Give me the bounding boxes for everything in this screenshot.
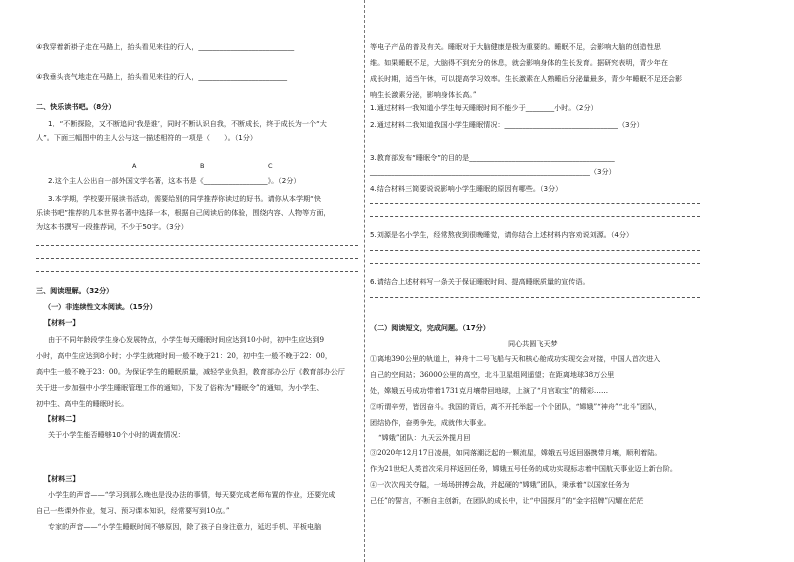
m1-line1: 由于不同年龄段学生身心发展特点，小学生每天睡眠时间应达到10小时，初中生应达到9 (48, 335, 325, 344)
left-column (36, 0, 358, 562)
m3-line2: 自己一些课外作业，复习、预习课本知识，经常要写到10点。” (36, 506, 230, 515)
m1-line5: 初中生、高中生的睡眠时长。 (36, 399, 129, 408)
section-2-title: 二、快乐读书吧。（8分） (36, 102, 116, 111)
p4-line2: 己任”的誓言，不断自主创新，在团队的成长中，让“中国探月”的“金字招牌”闪耀在茫茫 (370, 496, 644, 505)
rq5: 5.刘源是名小学生，经常熬夜到很晚睡觉，请你结合上述材料内容劝说刘源。（4分） (370, 230, 634, 239)
answer-line[interactable] (370, 250, 700, 251)
m3-line1: 小学生的声音——“学习到那么晚也是没办法的事情，每天要完成老师布置的作业，还要完成 (48, 490, 336, 499)
s2-q3-line1: 3.本学期，学校要开展读书活动，需要给别的同学推荐你读过的好书。请你从本学期“快 (48, 194, 321, 203)
p3-line1: ③2020年12月17日凌晨，如同落潮泛起的一颗流星，嫦娥五号返回器携带月壤，顺利着陆。 (370, 448, 662, 457)
choice-b[interactable]: B (200, 162, 205, 170)
part-1-title: （一）非连续性文本阅读。（15分） (44, 302, 157, 311)
cont-line2: 维。如果睡眠不足，大脑得不到充分的休息，就会影响身体的生长发育。据研究表明，青少年在 (370, 58, 668, 67)
p-subheading: “嫦娥”团队：九天云外揽月回 (378, 433, 471, 442)
part-2-title: （二）阅读短文，完成问题。（17分） (370, 323, 490, 332)
cont-line3: 成长时期，适当午休，可以提高学习效率。生长激素在人熟睡后分泌量最多，青少年睡眠不足还会影 (370, 74, 683, 83)
material-1-title: 【材料一】 (44, 318, 80, 327)
rq6: 6.请结合上述材料写一条关于保证睡眠时间、提高睡眠质量的宣传语。 (370, 277, 590, 286)
section-3-title: 三、阅读理解。（32分） (36, 286, 114, 295)
p1-line2: 自己的空间站；36000公里的高空，北斗卫星组网遥望；在距离地球38万公里 (370, 370, 615, 379)
column-divider (364, 0, 365, 562)
p4-line1: ④一次次闯关夺隘，一场场拼搏会战，并起硬的“嫦娥”团队，秉承着“以国家任务为 (370, 480, 630, 489)
answer-line[interactable] (36, 271, 358, 272)
p1-line1: ①离地390公里的轨道上，神舟十二号飞船与天和核心舱成功实现交会对接，中国人首次进入 (370, 354, 661, 363)
cont-line1: 等电子产品的普及有关。睡眠对于大脑健康是极为重要的。睡眠不足，会影响大脑的创造性思 (370, 42, 661, 51)
choice-a[interactable]: A (132, 162, 137, 170)
story-title: 同心共圆飞天梦 (508, 339, 558, 348)
p3-line2: 作为21世纪人类首次采月样返回任务，嫦娥五号任务的成功实现标志着中国航天事业迈上新台阶。 (370, 464, 677, 473)
rq1: 1.通过材料一我知道小学生每天睡眠时间不能少于________小时。（2分） (370, 103, 598, 112)
question-new-coat: ④我穿着新褂子走在马路上，抬头看见来往的行人，___________________________ (36, 42, 295, 51)
s2-q1-line2: 人”。下面三幅图中的主人公与这一描述相符的一项是（ ）。（1分） (36, 133, 257, 142)
answer-line[interactable] (370, 203, 700, 204)
m2-line1: 关于小学生能否睡够10个小时的调查情况： (48, 430, 185, 439)
m1-line2: 小时，高中生应达到8小时；小学生就寝时间一般不晚于21：20，初中生一般不晚于22：00， (36, 351, 332, 360)
p2-line2: 团结协作，奋勇争先，成就伟大事业。 (370, 418, 491, 427)
s2-q3-line3: 为这本书撰写一段推荐词，不少于50字。（3分） (36, 222, 188, 231)
rq3-line1: 3.教育部发布“睡眠令”的目的是_________________________________________ (370, 153, 615, 162)
question-ragged: ④我垂头丧气地走在马路上，抬头看见来往的行人，_________________________ (36, 72, 288, 81)
rq2: 2.通过材料二我知道我国小学生睡眠情况：________________________________（3分） (370, 120, 644, 129)
s2-q1-line1: 1．“不断探险，又不断追问‘我是谁’，同时不断认识自我，不断成长，终于成长为一个“大 (48, 119, 327, 128)
answer-line[interactable] (370, 216, 700, 217)
answer-line[interactable] (36, 258, 358, 259)
answer-line[interactable] (370, 263, 700, 264)
cont-line4: 响生长激素分泌，影响身体长高。” (370, 90, 477, 99)
p2-line1: ②听谓辛劳，皆因奋斗。我国的背后，离不开托举起一个个团队，“嫦娥”“神舟”“北斗”团队， (370, 402, 662, 411)
rq3-line2: ______________________________________________________________（3分） (370, 167, 616, 176)
right-column (370, 0, 736, 562)
s2-q2: 2.这个主人公出自一部外国文学名著，这本书是《__________________》。（2分） (48, 176, 301, 185)
answer-line[interactable] (370, 297, 700, 298)
p1-line3: 处，嫦娥五号成功带着1731克月壤带回地球，上演了“月宫取宝”的精彩…… (370, 386, 609, 395)
m3-line3: 专家的声音——“小学生睡眠时间不够原因，除了孩子自身注意力，延迟手机、平板电脑 (48, 522, 322, 531)
m1-line4: 关于进一步加强中小学生睡眠管理工作的通知》，下发了俗称为“睡眠令”的通知，为小学生、 (36, 383, 324, 392)
material-2-title: 【材料二】 (44, 414, 80, 423)
material-3-title: 【材料三】 (44, 474, 80, 483)
answer-line[interactable] (36, 245, 358, 246)
rq4: 4.结合材料三简要说说影响小学生睡眠的原因有哪些。（3分） (370, 184, 563, 193)
m1-line3: 高中生一般不晚于23：00。为保证学生的睡眠质量，减轻学业负担，教育部办公厅《教育部办公厅 (36, 367, 345, 376)
s2-q3-line2: 乐读书吧”推荐的几本世界名著中选择一本，根据自己阅读后的体验，围绕内容、人物等方面， (36, 208, 331, 217)
choice-c[interactable]: C (268, 162, 273, 170)
